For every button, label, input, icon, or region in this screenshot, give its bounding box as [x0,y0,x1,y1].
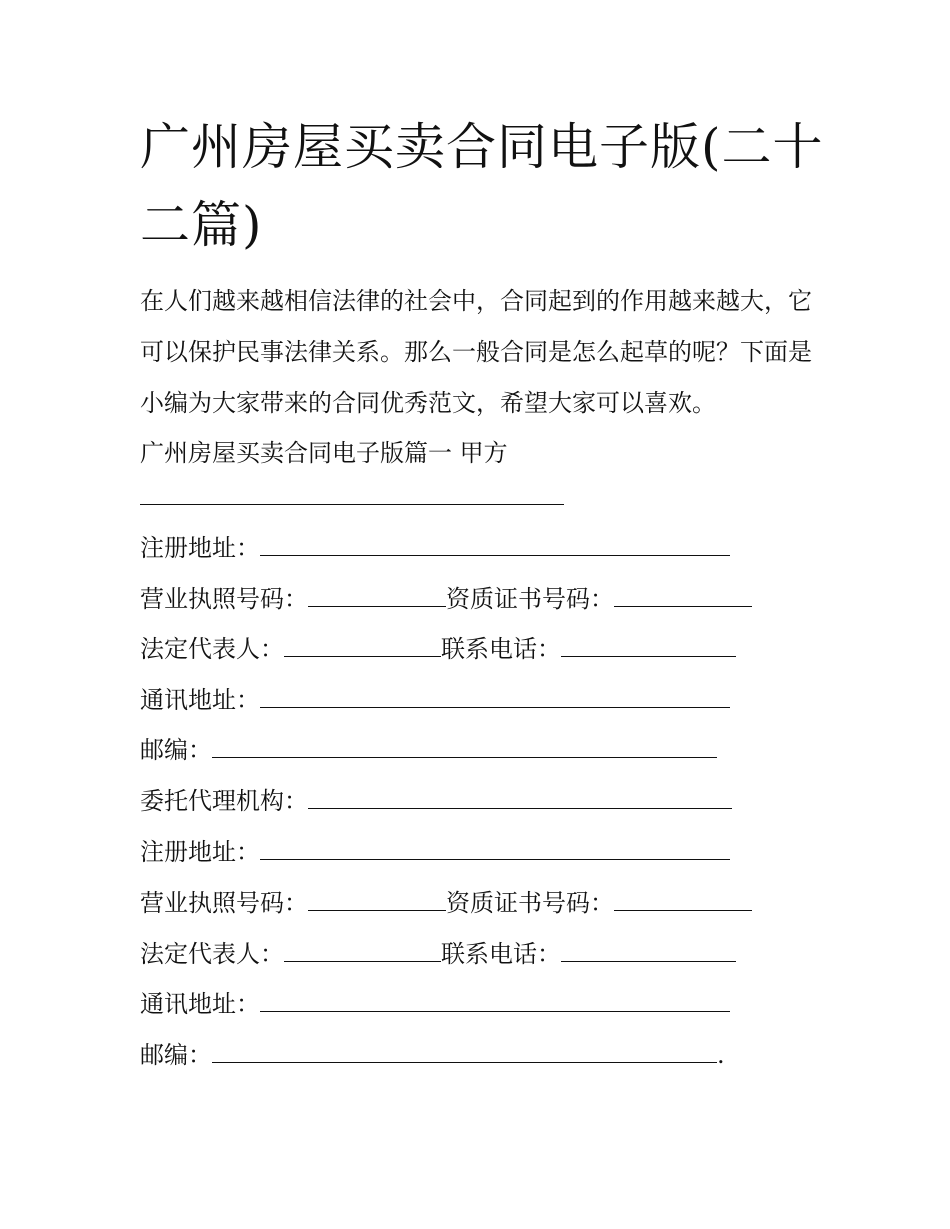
phone-label: 联系电话： [441,940,561,968]
form-row [140,837,730,867]
form-row [140,685,730,715]
legal-rep-blank[interactable] [284,634,441,657]
form-row [140,888,752,918]
qualification-cert-blank[interactable] [614,584,752,607]
form-row [140,786,732,816]
postcode-blank[interactable] [212,735,717,758]
party-a-name-blank[interactable] [140,482,564,505]
form-row [140,989,730,1019]
form-row [140,735,717,765]
business-license-label: 营业执照号码： [140,585,308,613]
legal-rep-label: 法定代表人： [140,940,284,968]
phone-blank[interactable] [561,634,736,657]
end-mark: . [717,1041,725,1069]
page-title: 广州房屋买卖合同电子版(二十二篇) [140,118,824,254]
party-a-name-line [140,482,564,512]
mailing-address-label: 通讯地址： [140,990,260,1018]
form-row [140,584,752,614]
form-row [140,939,736,969]
qualification-cert-label: 资质证书号码： [446,889,614,917]
business-license-blank[interactable] [308,584,446,607]
registered-address-blank[interactable] [260,837,730,860]
postcode-label: 邮编： [140,736,212,764]
agency-label: 委托代理机构： [140,787,308,815]
phone-label: 联系电话： [441,635,561,663]
registered-address-label: 注册地址： [140,838,260,866]
mailing-address-blank[interactable] [260,989,730,1012]
form-row [140,634,736,664]
qualification-cert-label: 资质证书号码： [446,585,614,613]
mailing-address-label: 通讯地址： [140,686,260,714]
form-row [140,533,730,563]
legal-rep-label: 法定代表人： [140,635,284,663]
intro-paragraph: 在人们越来越相信法律的社会中，合同起到的作用越来越大，它可以保护民事法律关系。那么一般合同是怎么起草的呢？下面是小编为大家带来的合同优秀范文，希望大家可以喜欢。 [140,287,812,417]
legal-rep-blank[interactable] [284,939,441,962]
mailing-address-blank[interactable] [260,685,730,708]
registered-address-label: 注册地址： [140,534,260,562]
section-heading-line [140,438,508,468]
postcode-blank[interactable] [212,1040,717,1063]
form-row [140,1040,725,1070]
qualification-cert-blank[interactable] [614,888,752,911]
business-license-label: 营业执照号码： [140,889,308,917]
section-heading: 广州房屋买卖合同电子版篇一 甲方 [140,439,508,467]
business-license-blank[interactable] [308,888,446,911]
postcode-label: 邮编： [140,1041,212,1069]
phone-blank[interactable] [561,939,736,962]
agency-blank[interactable] [308,786,732,809]
registered-address-blank[interactable] [260,533,730,556]
